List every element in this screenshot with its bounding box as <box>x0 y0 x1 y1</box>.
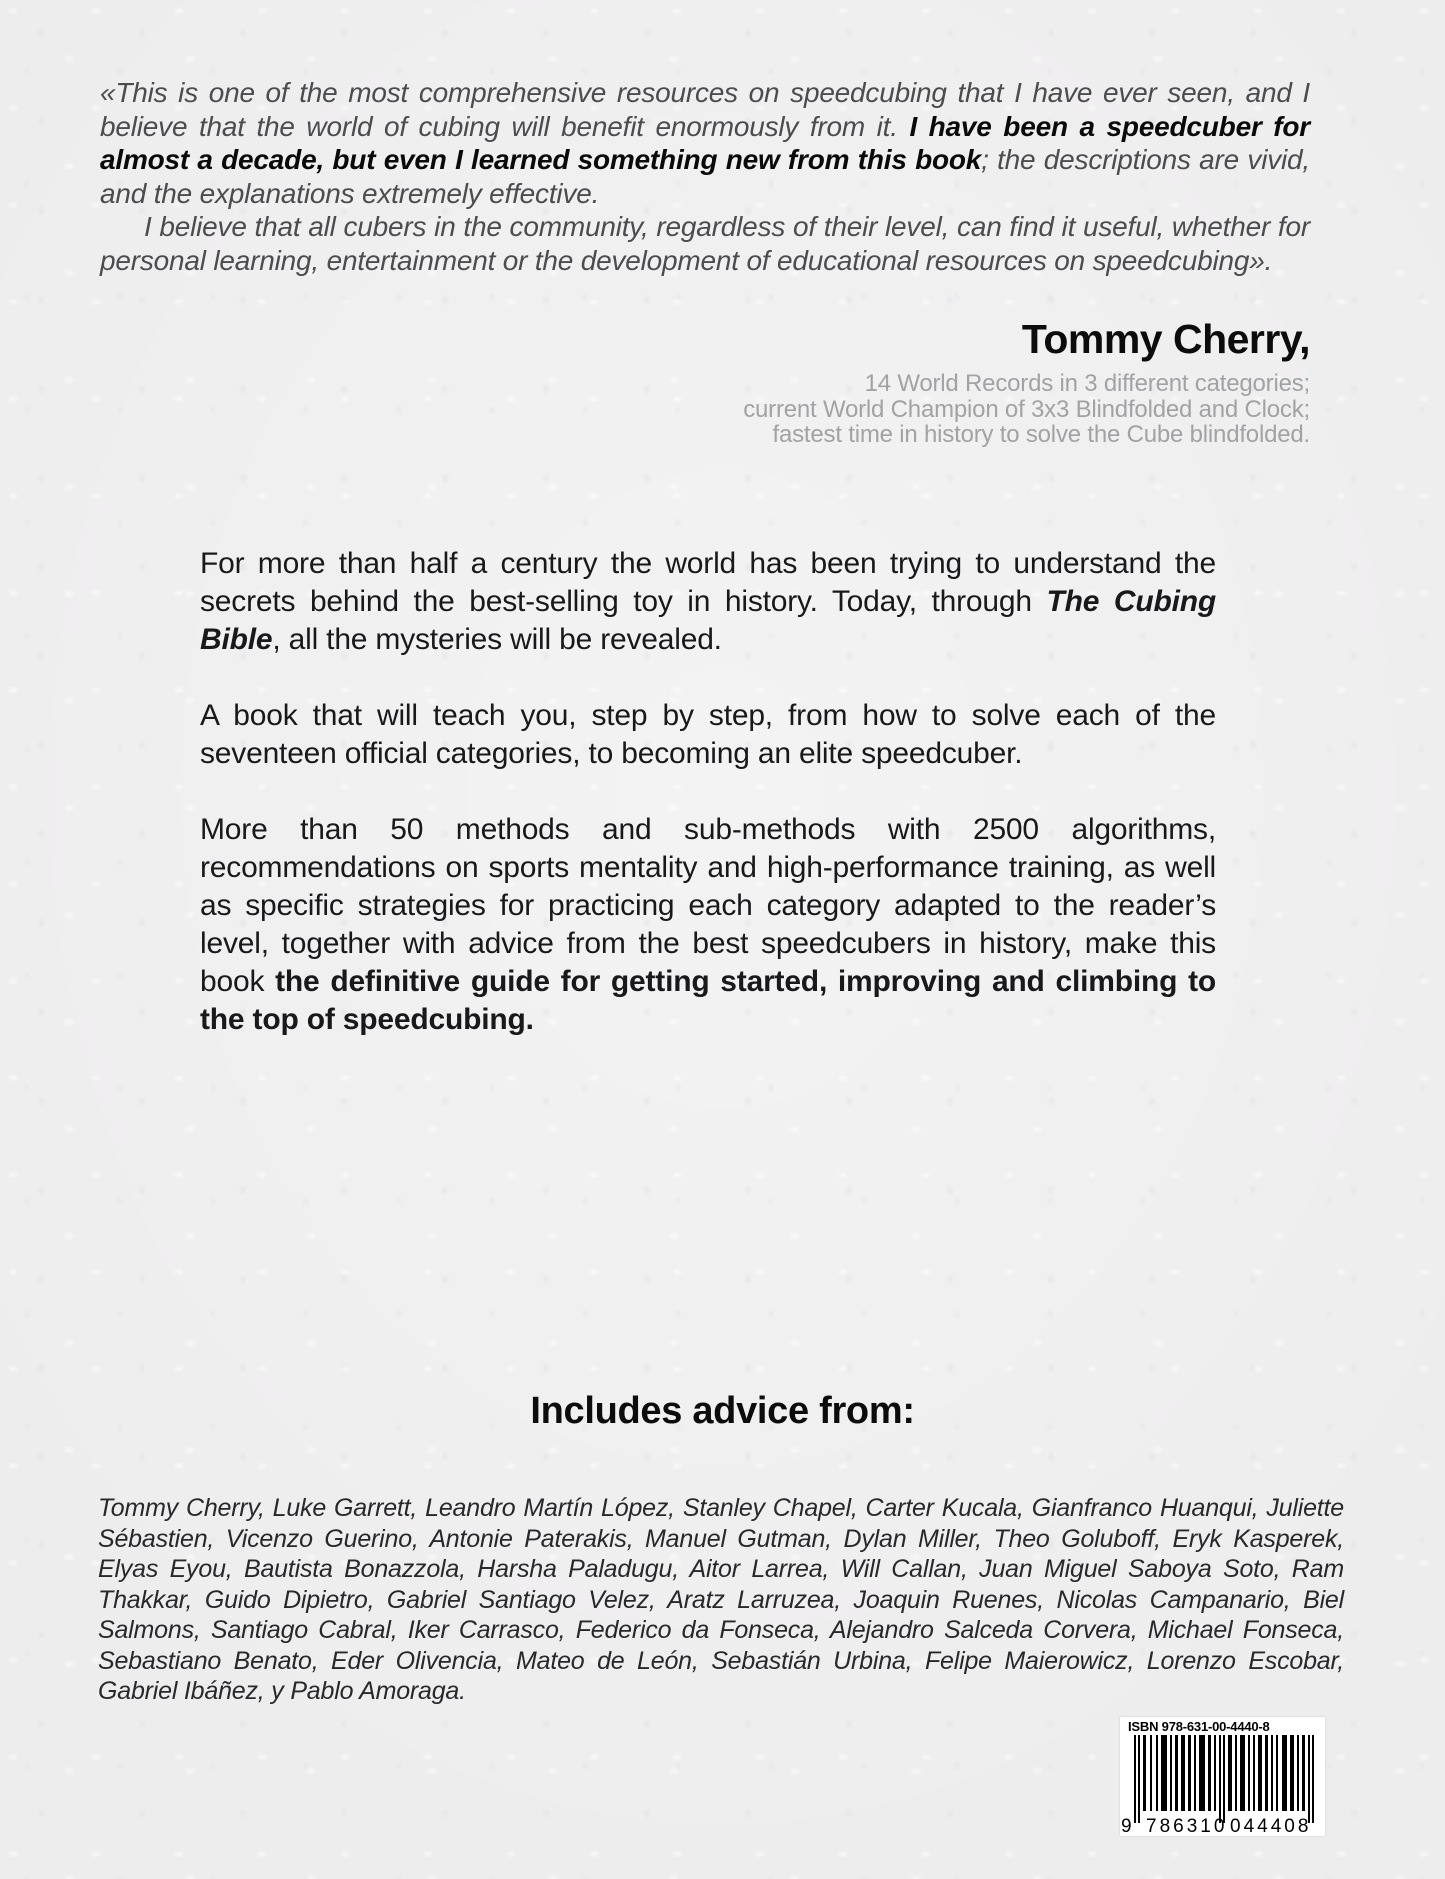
description-emphasis-run: the definitive guide for getting started, improving and climbing to the top of speedcubing. <box>200 965 1216 1036</box>
description-paragraph-3 <box>200 811 1216 1039</box>
barcode-digits-group-1: 786310 <box>1146 1816 1228 1835</box>
attribution-name: Tommy Cherry, <box>1021 316 1310 362</box>
book-description <box>200 545 1216 1077</box>
description-text-run: More than 50 methods and sub-methods with 2500 algorithms, recommendations on sports mentality and high-performance training, as well as specific strategies for practicing each category adapted to the reader’s level, together with advice from the best speedcubers in history, make this book <box>200 813 1216 998</box>
review-quote <box>100 76 1310 277</box>
description-paragraph-2: A book that will teach you, step by step, from how to solve each of the seventeen official categories, to becoming an elite speedcuber. <box>200 699 1216 770</box>
advice-heading: Includes advice from: <box>530 1390 915 1432</box>
barcode-digit-lead: 9 <box>1121 1816 1132 1835</box>
quote-text-run: «This is one of the most comprehensive resources on speedcubing that I have ever seen, and I believe that the world of cubing will benefit enormously from it. <box>100 77 1310 142</box>
attribution-details <box>743 371 1310 448</box>
description-paragraph-1 <box>200 545 1216 659</box>
attribution-detail-line: fastest time in history to solve the Cube blindfolded. <box>772 421 1310 448</box>
advice-names-list: Tommy Cherry, Luke Garrett, Leandro Martín López, Stanley Chapel, Carter Kucala, Gianfranco Huanqui, Juliette Sébastien, Vicenzo Guerino, Antonie Paterakis, Manuel Gutman, Dylan Miller, Theo Goluboff, Eryk Kasperek, Elyas Eyou, Bautista Bonazzola, Harsha Paladugu, Aitor Larrea, Will Callan, Juan Miguel Saboya Soto, Ram Thakkar, Guido Dipietro, Gabriel Santiago Velez, Aratz Larruzea, Joaquin Ruenes, Nicolas Campanario, Biel Salmons, Santiago Cabral, Iker Carrasco, Federico da Fonseca, Alejandro Salceda Corvera, Michael Fonseca, Sebastiano Benato, Eder Olivencia, Mateo de León, Sebastián Urbina, Felipe Maierowicz, Lorenzo Escobar, Gabriel Ibáñez, y Pablo Amoraga. <box>98 1494 1344 1705</box>
quote-text-run: ; the descriptions are vivid, and the explanations extremely effective. <box>100 144 1310 209</box>
attribution-detail-line: current World Champion of 3x3 Blindfolded and Clock; <box>743 395 1310 423</box>
isbn-barcode <box>1120 1717 1325 1836</box>
book-title-run: The Cubing Bible <box>200 585 1216 656</box>
quote-paragraph-1 <box>100 76 1310 210</box>
quote-attribution <box>743 316 1310 448</box>
barcode-digits-group-2: 044408 <box>1230 1816 1312 1835</box>
description-text-run: For more than half a century the world has been trying to understand the secrets behind the best-selling toy in history. Today, through <box>200 547 1216 618</box>
attribution-detail-line: 14 World Records in 3 different categories; <box>864 370 1310 397</box>
barcode-bars <box>1120 1735 1325 1835</box>
description-text-run: , all the mysteries will be revealed. <box>272 623 722 656</box>
isbn-label: ISBN 978-631-00-4440-8 <box>1128 1719 1270 1734</box>
quote-paragraph-2: I believe that all cubers in the community, regardless of their level, can find it useful, whether for personal learning, entertainment or the development of educational resources on speedcubing». <box>100 211 1310 276</box>
quote-emphasis-run: I have been a speedcuber for almost a decade, but even I learned something new from this book <box>100 110 1310 175</box>
